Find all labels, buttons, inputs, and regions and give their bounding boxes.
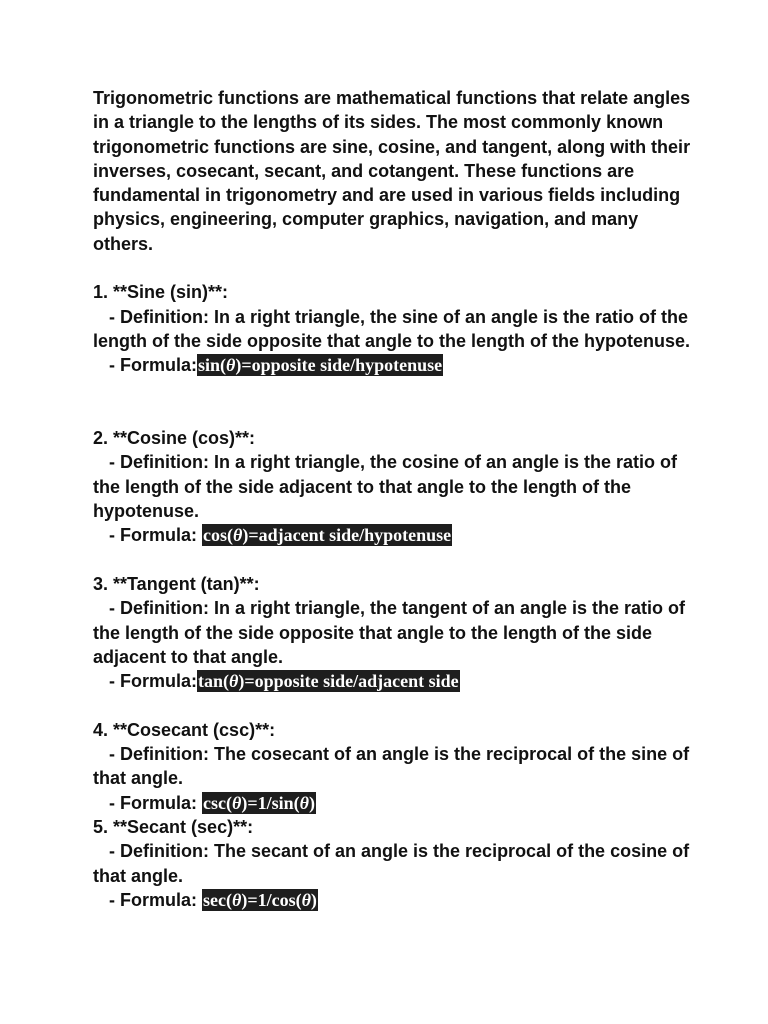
section-definition: - Definition: The secant of an angle is the reciprocal of the cosine of that angle. bbox=[93, 841, 690, 886]
formula-label: - Formula: bbox=[109, 792, 202, 813]
section-heading: 4. **Cosecant (csc)**: bbox=[93, 719, 276, 740]
section-definition: - Definition: In a right triangle, the tangent of an angle is the ratio of the length of the side opposite that angle to the length of the side adjacent to that angle. bbox=[93, 598, 686, 667]
formula-box: tan(θ)=opposite side/adjacent side bbox=[198, 671, 459, 692]
formula-line bbox=[93, 523, 693, 547]
formula-label: - Formula: bbox=[109, 525, 202, 546]
section-definition: - Definition: In a right triangle, the sine of an angle is the ratio of the length of the side opposite that angle to the length of the hypotenuse. bbox=[93, 306, 690, 351]
section-sine bbox=[93, 280, 693, 377]
formula-line bbox=[93, 353, 693, 377]
spacer bbox=[93, 693, 693, 717]
formula-line bbox=[93, 669, 693, 693]
formula-box: cos(θ)=adjacent side/hypotenuse bbox=[203, 525, 452, 546]
formula-box: sec(θ)=1/cos(θ) bbox=[203, 889, 317, 910]
spacer bbox=[93, 378, 693, 427]
intro-paragraph: Trigonometric functions are mathematical functions that relate angles in a triangle to the lengths of its sides. The most commonly known trigonometric functions are sine, cosine, and tangent, along with their inverses, cosecant, secant, and cotangent. These functions are fundamental in trigonometry and are used in various fields including physics, engineering, computer graphics, navigation, and many others. bbox=[93, 88, 691, 254]
formula-box: csc(θ)=1/sin(θ) bbox=[203, 792, 315, 813]
section-definition: - Definition: The cosecant of an angle is the reciprocal of the sine of that angle. bbox=[93, 744, 690, 789]
section-secant bbox=[93, 815, 693, 912]
formula-line bbox=[93, 888, 693, 912]
section-cosecant bbox=[93, 718, 693, 815]
formula-label: - Formula: bbox=[109, 889, 202, 910]
section-heading: 1. **Sine (sin)**: bbox=[93, 282, 229, 303]
section-cosine bbox=[93, 426, 693, 547]
section-heading: 2. **Cosine (cos)**: bbox=[93, 428, 256, 449]
formula-label: - Formula: bbox=[109, 355, 197, 376]
formula-line bbox=[93, 791, 693, 815]
document-page bbox=[93, 86, 693, 912]
formula-label: - Formula: bbox=[109, 671, 197, 692]
formula-box: sin(θ)=opposite side/hypotenuse bbox=[198, 355, 443, 376]
section-heading: 3. **Tangent (tan)**: bbox=[93, 573, 260, 594]
section-tangent bbox=[93, 572, 693, 693]
spacer bbox=[93, 548, 693, 572]
section-heading: 5. **Secant (sec)**: bbox=[93, 816, 254, 837]
section-definition: - Definition: In a right triangle, the cosine of an angle is the ratio of the length of the side adjacent to that angle to the length of the hypotenuse. bbox=[93, 452, 678, 522]
spacer bbox=[93, 256, 693, 280]
